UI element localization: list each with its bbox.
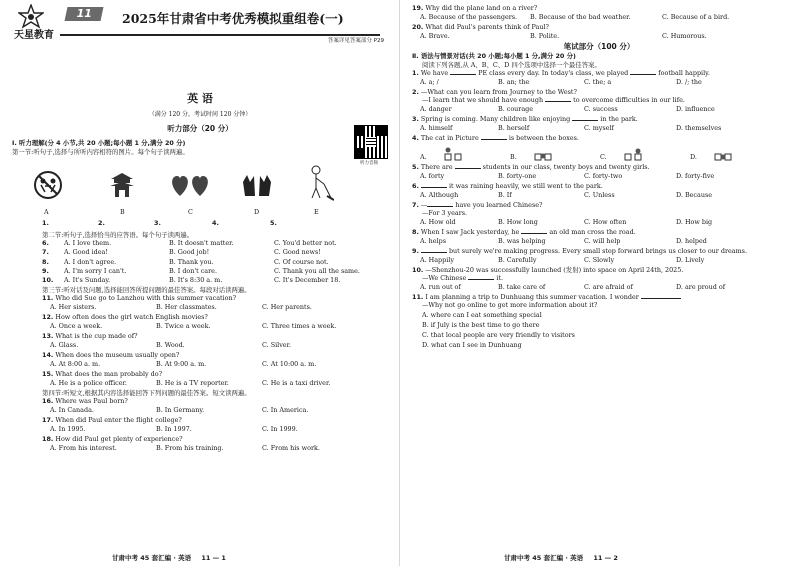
question-line [412, 88, 786, 96]
question-text: When did Paul enter the flight college? [55, 416, 182, 425]
question-number: 11. [42, 294, 54, 303]
picture-label: D [254, 208, 260, 216]
reply-text: —I learn that we should have enough [422, 96, 546, 105]
options-row [42, 341, 392, 349]
option-a[interactable]: A. I love them. [64, 239, 112, 247]
right-page [400, 0, 800, 566]
answer-blank[interactable] [521, 228, 547, 234]
question-text: in the park. [598, 115, 638, 124]
question-line [412, 228, 786, 236]
part2-instruction: 第二节:听句子,选择恰当的应答语。每个句子读两遍。 [42, 231, 194, 239]
option-a[interactable]: A. From his interest. [50, 444, 117, 453]
question-line [412, 201, 786, 209]
question-item [412, 182, 786, 199]
question-text: Why did the plane land on a river? [425, 4, 538, 12]
option-a[interactable]: A. Good idea! [64, 248, 108, 257]
option-b[interactable]: B. At 9:00 a. m. [156, 360, 207, 369]
option-d[interactable]: D. Because [676, 191, 713, 200]
answer-blank[interactable] [455, 163, 481, 169]
options-row [412, 256, 786, 264]
option-c[interactable]: C. Of course not. [274, 257, 329, 266]
option-a[interactable]: A. danger [420, 105, 452, 114]
question-line [412, 4, 786, 12]
picture-e [302, 164, 336, 204]
question-reply [412, 274, 786, 282]
question-item [412, 23, 786, 40]
reply-text: it. [494, 274, 503, 283]
footer-book-title: 甘肃中考 45 套汇编 · 英语 [112, 553, 192, 562]
question-line [42, 351, 392, 359]
option-d[interactable]: D. Lively [676, 256, 705, 265]
subject-title: 英 语 [187, 92, 213, 105]
temple-icon [107, 170, 137, 200]
unit-badge: 11 [65, 7, 104, 21]
option-b[interactable]: B. Polite. [530, 32, 560, 40]
option-b[interactable]: B. Twice a week. [156, 322, 211, 331]
question-item [412, 228, 786, 245]
listening-title: 听力部分（20 分） [167, 124, 233, 133]
option-a[interactable]: A. Brave. [420, 32, 450, 40]
options-row [412, 237, 786, 245]
question-number: 18. [42, 435, 54, 444]
question-text: When I saw Jack yesterday, he [420, 228, 522, 237]
option-a[interactable] [420, 153, 510, 161]
question-item [42, 416, 392, 433]
reply-text: to overcome difficulties in our life. [571, 96, 685, 105]
option-c[interactable]: C. will help [584, 237, 621, 246]
options-row [412, 172, 786, 180]
option-d[interactable]: D. are proud of [676, 283, 726, 292]
option-b[interactable]: B. herself [498, 124, 530, 133]
option-d[interactable]: D. helped [676, 237, 707, 246]
options-row [42, 303, 392, 311]
footer-book-title: 甘肃中考 45 套汇编 · 英语 [504, 553, 584, 562]
question-text: Where was Paul born? [55, 397, 128, 406]
answer-blank[interactable] [630, 69, 656, 75]
option-c[interactable]: C. forty-two [584, 172, 623, 181]
option-a[interactable]: A. Her sisters. [50, 303, 97, 312]
question-line [412, 115, 786, 123]
question-line [412, 182, 786, 190]
options-row [412, 218, 786, 226]
picture-label: C [188, 208, 193, 216]
question-number: 6. [42, 239, 49, 247]
grammar-instruction: 阅读下列各题,从 A、B、C、D 四个选项中选择一个最佳答案。 [422, 61, 601, 70]
option-b[interactable]: B. I don't care. [169, 266, 217, 275]
footer-page-number: 11 — 1 [201, 553, 226, 562]
response-questions [42, 239, 392, 285]
part3-instruction: 第三节:听对话及问题,选择能回答所提问题的最佳答案。每段对话读两遍。 [42, 286, 251, 295]
option-b[interactable]: B. if July is the best time to go there [422, 321, 540, 330]
question-reply [412, 96, 786, 104]
picture-c [168, 172, 212, 200]
option-a[interactable]: A. How old [420, 218, 456, 227]
question-item [42, 294, 392, 311]
dialogue-questions [42, 294, 392, 387]
question-number: 11. [412, 293, 424, 302]
question-number: 3. [412, 115, 419, 124]
answer-blank[interactable] [572, 115, 598, 121]
option-c[interactable]: C. are afraid of [584, 283, 633, 292]
option-c[interactable]: C. How often [584, 218, 627, 227]
header [14, 4, 384, 44]
question-item [412, 134, 786, 161]
question-item [412, 201, 786, 226]
question-number: 16. [42, 397, 54, 406]
answer-blank[interactable] [641, 293, 681, 299]
picture-a [30, 170, 66, 202]
question-line [412, 163, 786, 171]
question-line [412, 266, 786, 274]
question-item [42, 351, 392, 368]
audio-qr-code[interactable] [355, 126, 387, 158]
question-text: students in our class, twenty boys and twenty girls. [480, 163, 650, 172]
picture-labels [30, 208, 370, 216]
question-number: 12. [42, 313, 54, 322]
option-a[interactable]: A. In 1995. [50, 425, 86, 434]
option-a[interactable]: A. run out of [420, 283, 461, 292]
question-item [412, 88, 786, 113]
options-row [42, 444, 392, 452]
section-listening-heading: Ⅰ. 听力理解(分 4 小节,共 20 小题;每小题 1 分,满分 20 分) [12, 139, 186, 147]
option-c[interactable]: C. In America. [262, 406, 309, 415]
option-d[interactable]: D. forty-five [676, 172, 715, 181]
answer-blank-3[interactable]: 3. [154, 219, 161, 227]
question-number: 13. [42, 332, 54, 341]
cat-in-box-icon [714, 145, 732, 161]
cat-on-boxes-icon [444, 145, 462, 161]
option-c[interactable]: C. myself [584, 124, 614, 133]
question-row [42, 258, 392, 267]
question-item [412, 69, 786, 86]
option-label: C. [600, 153, 607, 162]
written-title: 笔试部分（100 分） [563, 42, 635, 51]
question-text: an old man cross the road. [547, 228, 636, 237]
question-text: How often does the girl watch English movies? [55, 313, 208, 322]
question-line [42, 416, 392, 424]
question-row [42, 248, 392, 257]
part1-instruction: 第一节:听句子,选择与所听内容相符的图片。每个句子读两遍。 [12, 148, 189, 156]
no-fighting-sign-icon [33, 170, 63, 200]
question-item [42, 332, 392, 349]
answer-blank[interactable] [421, 247, 447, 253]
section-grammar-heading: Ⅱ. 语法与情景对话(共 20 小题;每小题 1 分,满分 20 分) [412, 52, 576, 61]
answer-blank[interactable] [427, 201, 453, 207]
picture-d [240, 172, 274, 200]
option-b[interactable]: B. Because of the bad weather. [530, 13, 631, 21]
option-c[interactable]: C. Slowly [584, 256, 615, 265]
option-b[interactable]: B. In 1997. [156, 425, 192, 434]
answer-blank[interactable] [421, 182, 447, 188]
question-number: 20. [412, 23, 424, 31]
option-c[interactable]: C. Thank you all the same. [274, 266, 360, 275]
option-a[interactable]: A. Happily [420, 256, 454, 265]
question-number: 15. [42, 370, 54, 379]
question-line [42, 332, 392, 340]
question-row [42, 239, 392, 248]
girl-sweeping-icon [304, 164, 334, 202]
option-a[interactable]: A. forty [420, 172, 445, 181]
picture-answer-blanks [42, 219, 372, 228]
answer-blank-1[interactable]: 1. [42, 219, 49, 227]
answer-blank-2[interactable]: 2. [98, 219, 105, 227]
option-a[interactable]: A. At 8:00 a. m. [50, 360, 101, 369]
question-item [412, 115, 786, 132]
qr-caption: 听力音频 [360, 161, 378, 166]
cat-behind-box-icon [624, 145, 642, 161]
option-a[interactable]: A. Because of the passengers. [420, 13, 518, 21]
option-c[interactable]: C. Silver. [262, 341, 291, 350]
options-row [412, 78, 786, 86]
picture-label: B [120, 208, 125, 216]
option-b[interactable] [510, 153, 600, 161]
options-row [412, 283, 786, 291]
question-number: 10. [412, 266, 424, 275]
question-text: PE class every day. In today's class, we played [476, 69, 631, 78]
clapping-hands-icon [241, 172, 273, 198]
option-b[interactable]: B. He is a TV reporter. [156, 379, 229, 388]
option-c[interactable]: C. Her parents. [262, 303, 312, 312]
question-number: 19. [412, 4, 424, 12]
options-row [42, 425, 392, 433]
option-a[interactable]: A. helps [420, 237, 446, 246]
option-c[interactable]: C. Good news! [274, 248, 321, 257]
question-line [42, 397, 392, 405]
option-c[interactable]: C. Because of a bird. [662, 13, 730, 21]
option-c[interactable]: C. Unless [584, 191, 615, 200]
question-line [42, 294, 392, 302]
option-a[interactable]: A. I'm sorry I can't. [64, 266, 127, 275]
options-row [42, 322, 392, 330]
option-c[interactable] [600, 153, 690, 161]
question-text: The cat in Picture [420, 134, 481, 143]
question-number: 6. [412, 182, 419, 191]
option-d[interactable]: D. what can I see in Dunhuang [422, 341, 522, 350]
options-row [412, 124, 786, 132]
option-d[interactable]: D. How big [676, 218, 713, 227]
option-b[interactable]: B. It's 8:30 a. m. [169, 276, 223, 285]
question-text: Who did Sue go to Lanzhou with this summer vacation? [55, 294, 237, 303]
option-c[interactable]: C. Humorous. [662, 32, 707, 40]
option-b[interactable]: B. If [498, 191, 512, 200]
question-text: have you learned Chinese? [453, 201, 543, 210]
grammar-questions [412, 69, 786, 291]
option-b[interactable]: B. forty-one [498, 172, 537, 181]
option-a[interactable]: A. I don't agree. [64, 257, 117, 266]
option-b[interactable]: B. Her classmates. [156, 303, 217, 312]
question-item [412, 266, 786, 291]
question-text: is between the boxes. [506, 134, 579, 143]
question-number: 8. [412, 228, 419, 237]
option-c[interactable]: C. At 10:00 a. m. [262, 360, 317, 369]
answer-blank[interactable] [545, 96, 571, 102]
question-number: 17. [42, 416, 54, 425]
option-c[interactable]: C. It's December 18. [274, 276, 341, 285]
option-label: A. [420, 153, 427, 162]
question-text: —What can you learn from Journey to the West? [420, 88, 577, 97]
option-a[interactable]: A. In Canada. [50, 406, 94, 415]
question-number: 9. [412, 247, 419, 256]
question-line [42, 435, 392, 443]
option-b[interactable]: B. was helping [498, 237, 546, 246]
question-text: When does the museum usually open? [55, 351, 180, 360]
option-a[interactable]: A. himself [420, 124, 453, 133]
passage-questions [42, 397, 392, 452]
question-number: 8. [42, 257, 49, 266]
options-row [412, 105, 786, 113]
question-line [412, 23, 786, 31]
question-line [412, 247, 786, 255]
options-row [42, 406, 392, 414]
answer-reference: 答案详见答案部分 P29 [327, 38, 384, 44]
picture-options [412, 143, 786, 161]
reply-text: —For 3 years. [422, 209, 468, 218]
answer-blank[interactable] [481, 134, 507, 140]
question-row [42, 276, 392, 285]
question-line [42, 370, 392, 378]
question-number: 9. [42, 266, 49, 275]
option-a[interactable]: A. Glass. [50, 341, 79, 350]
question-number: 10. [42, 276, 54, 285]
question-item [42, 397, 392, 414]
question-number: 5. [412, 163, 419, 172]
question-11 [412, 293, 786, 349]
option-b[interactable]: B. How long [498, 218, 538, 227]
question-row [42, 267, 392, 276]
options-row [42, 360, 392, 368]
option-c[interactable]: C. He is a taxi driver. [262, 379, 331, 388]
option-a[interactable]: A. He is a police officer. [50, 379, 127, 388]
option-d[interactable] [690, 153, 780, 161]
question-text: How did Paul get plenty of experience? [55, 435, 183, 444]
answer-blank-5[interactable]: 5. [270, 219, 277, 227]
option-c[interactable]: C. From his work. [262, 444, 320, 453]
picture-label: A [44, 208, 49, 216]
question-line [412, 69, 786, 77]
options-row [412, 32, 786, 40]
passage-questions-continued [412, 4, 786, 40]
question-text: We have [420, 69, 451, 78]
question-item [42, 313, 392, 330]
option-b[interactable]: B. courage [498, 105, 534, 114]
question-line [412, 134, 786, 142]
exam-info: （满分 120 分，考试时间 120 分钟） [148, 111, 252, 118]
option-b[interactable]: B. It doesn't matter. [169, 239, 234, 247]
option-d[interactable]: D. themselves [676, 124, 722, 133]
options-row [42, 379, 392, 387]
two-hearts-icon [169, 172, 211, 198]
picture-label: E [314, 208, 319, 216]
option-label: D. [690, 153, 697, 162]
option-b[interactable]: B. Good job! [169, 248, 210, 257]
question-text: — [420, 201, 428, 210]
question-number: 1. [412, 69, 419, 78]
question-item [42, 370, 392, 387]
option-a[interactable]: A. a; / [420, 78, 439, 87]
answer-blank[interactable] [468, 274, 494, 280]
option-b[interactable]: B. From his training. [156, 444, 224, 453]
option-a[interactable]: A. where can I eat something special [422, 311, 542, 320]
option-c[interactable]: C. You'd better not. [274, 239, 337, 247]
footer-page-number: 11 — 2 [593, 553, 618, 562]
paper-title: 2025年甘肃省中考优秀模拟重组卷(一) [122, 11, 344, 26]
question-text: I am planning a trip to Dunhuang this summer vacation. I wonder [425, 293, 639, 302]
question-text: it was raining heavily, we still went to the park. [446, 182, 603, 191]
header-rule [60, 34, 380, 36]
option-d[interactable]: D. /; the [676, 78, 702, 87]
option-a[interactable]: A. It's Sunday. [64, 276, 111, 285]
option-c[interactable]: C. Three times a week. [262, 322, 337, 331]
question-item [412, 163, 786, 180]
option-b[interactable]: B. take care of [498, 283, 546, 292]
option-c[interactable]: C. that local people are very friendly to visitors [422, 331, 575, 340]
brand-logo-icon [18, 4, 44, 30]
question-text: What is the cup made of? [55, 332, 138, 341]
question-text: football happily. [656, 69, 710, 78]
options-row [412, 191, 786, 199]
option-c[interactable]: C. the; a [584, 78, 612, 87]
reply-text: —We Chinese [422, 274, 469, 283]
option-b[interactable]: B. Wood. [156, 341, 185, 350]
question-text: Spring is coming. Many children like enjoying [420, 115, 573, 124]
option-c[interactable]: C. In 1999. [262, 425, 298, 434]
option-d[interactable]: D. influence [676, 105, 715, 114]
question-reply: —Why not go online to get more information about it? [422, 301, 598, 310]
question-item [42, 435, 392, 452]
footer-right [504, 554, 618, 562]
question-text: What did Paul's parents think of Paul? [425, 23, 549, 31]
answer-blank-4[interactable]: 4. [212, 219, 219, 227]
question-item [412, 4, 786, 21]
question-number: 7. [412, 201, 419, 210]
answer-blank[interactable] [450, 69, 476, 75]
option-a[interactable]: A. Although [420, 191, 459, 200]
question-text: but surely we're making progress. Every small step forward brings us closer to our dreams. [446, 247, 747, 256]
question-text: What does the man probably do? [55, 370, 163, 379]
option-b[interactable]: B. Carefully [498, 256, 537, 265]
question-text: —Shenzhou-20 was successfully launched (发射) into space on April 24th, 2025. [425, 266, 684, 275]
question-number: 2. [412, 88, 419, 97]
option-label: B. [510, 153, 517, 162]
brand-name: 天星教育 [14, 30, 54, 41]
option-a[interactable]: A. Once a week. [50, 322, 103, 331]
option-c[interactable]: C. success [584, 105, 618, 114]
question-number: 4. [412, 134, 419, 143]
question-item [412, 247, 786, 264]
option-b[interactable]: B. an; the [498, 78, 530, 87]
question-text: There are [420, 163, 455, 172]
option-b[interactable]: B. Thank you. [169, 257, 214, 266]
question-reply [412, 209, 786, 217]
part4-instruction: 第四节:听短文,根据其内容选择能回答下列问题的最佳答案。短文读两遍。 [42, 389, 251, 398]
question-number: 7. [42, 248, 49, 257]
options-row [412, 13, 786, 21]
option-b[interactable]: B. In Germany. [156, 406, 205, 415]
cat-between-boxes-icon [534, 145, 552, 161]
footer-left [112, 554, 226, 562]
picture-b [104, 170, 140, 202]
question-line [42, 313, 392, 321]
question-number: 14. [42, 351, 54, 360]
